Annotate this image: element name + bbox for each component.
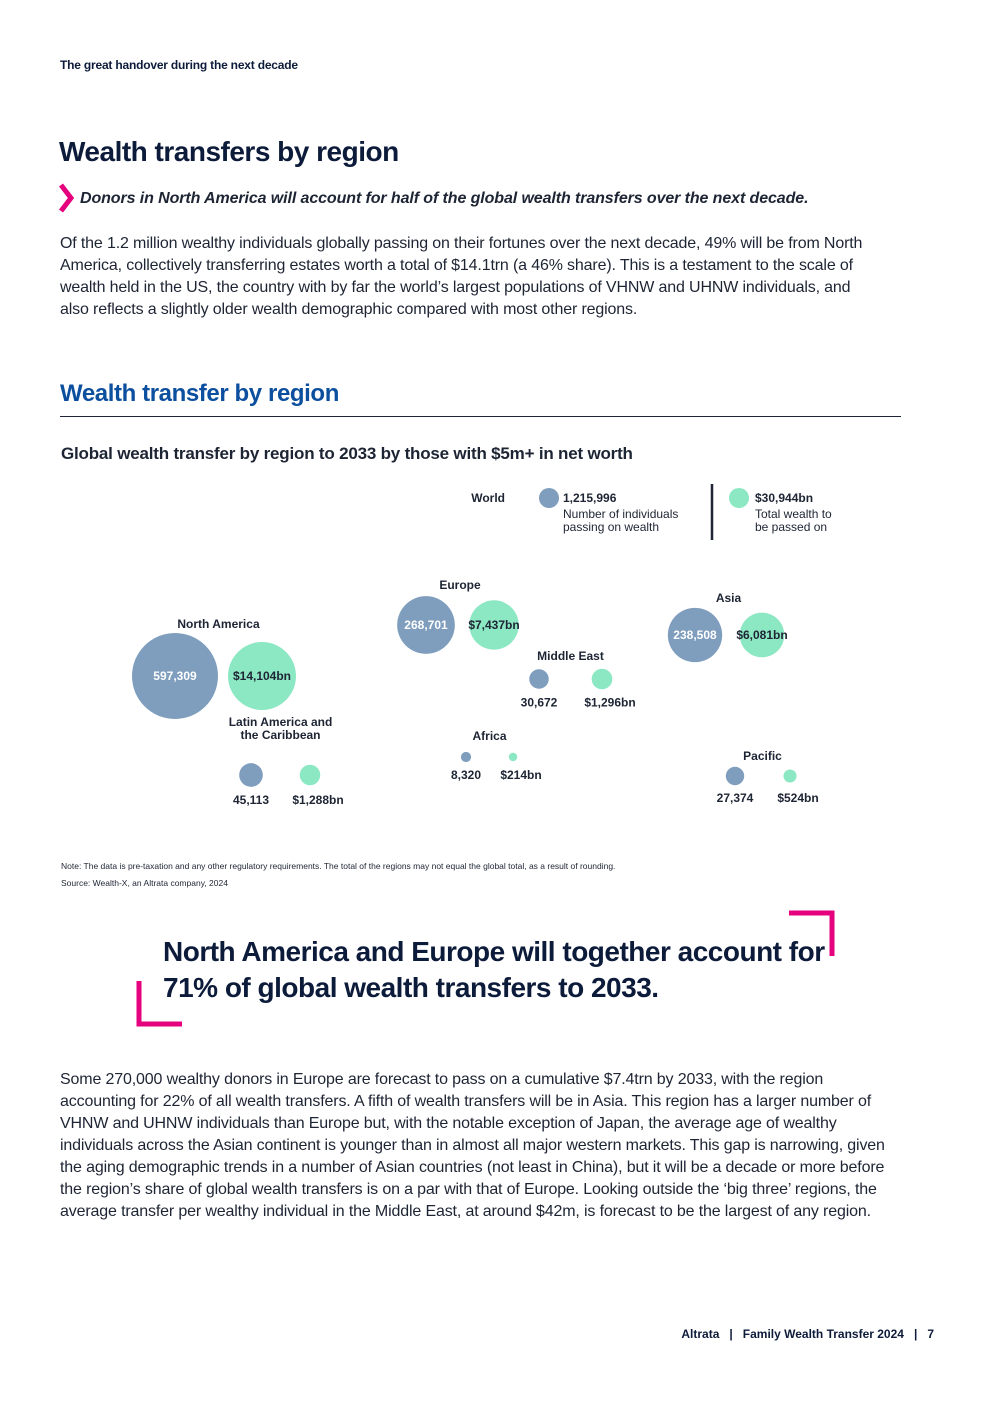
- region-group: [717, 749, 819, 805]
- individuals-bubble: [529, 669, 548, 688]
- region-label: North America: [177, 617, 260, 631]
- running-head: The great handover during the next decade: [60, 58, 298, 72]
- legend-world-individuals: 1,215,996: [563, 491, 617, 505]
- individuals-label: 8,320: [450, 768, 482, 783]
- individuals-label: 238,508: [673, 628, 717, 642]
- wealth-label: $6,081bn: [736, 628, 788, 642]
- legend-individuals-desc: Number of individuals: [563, 507, 679, 521]
- individuals-bubble: [726, 767, 744, 785]
- region-group: [668, 591, 788, 662]
- region-label: Middle East: [537, 649, 604, 663]
- chart-legend: [471, 484, 832, 540]
- individuals-label: 597,309: [153, 669, 197, 683]
- legend-wealth-desc: be passed on: [755, 520, 828, 534]
- wealth-label: $524bn: [777, 791, 819, 806]
- quote-bracket-bottom-left-icon: [136, 981, 182, 1027]
- footer-publication: Family Wealth Transfer 2024: [742, 1327, 904, 1341]
- footer-brand: Altrata: [681, 1327, 720, 1341]
- region-group: [229, 715, 344, 807]
- chevron-right-icon: [58, 183, 76, 213]
- region-group: [521, 649, 636, 709]
- footer-separator: |: [913, 1327, 918, 1341]
- individuals-bubble: [461, 752, 471, 762]
- legend-world-wealth: $30,944bn: [755, 491, 814, 505]
- individuals-bubble: [239, 763, 263, 787]
- body-paragraph: Some 270,000 wealthy donors in Europe are forecast to pass on a cumulative $7.4trn by 2033, with the region accounting for 22% of all wealth transfers. A fifth of wealth transfers will be in Asia. This region has a larger number of VHNW and UHNW individuals than Europe but, with the notable exception of Japan, the average age of wealthy individuals across the Asian continent is younger than in almost all major western markets. This gap is narrowing, given the aging demographic trends in a number of Asian countries (not least in China), but it will be a decade or more before the region’s share of global wealth transfers is on a par with that of Europe. Looking outside the ‘big three’ regions, the average transfer per wealthy individual in the Middle East, at around $42m, is forecast to be the largest of any region.: [60, 1071, 885, 1220]
- wealth-bubble: [509, 753, 517, 761]
- individuals-label: 268,701: [404, 618, 448, 632]
- wealth-bubble: [783, 769, 796, 782]
- region-label: Africa: [472, 729, 507, 743]
- chart-source: Source: Wealth-X, an Altrata company, 2024: [61, 878, 228, 888]
- footer-separator: |: [729, 1327, 733, 1341]
- callout-text: Donors in North America will account for half of the global wealth transfers over the next decade.: [80, 190, 809, 207]
- individuals-label: 45,113: [232, 792, 270, 807]
- individuals-label: 27,374: [716, 791, 754, 806]
- region-label: Latin America and: [228, 715, 333, 729]
- region-group: [451, 729, 542, 782]
- bubble-chart: [0, 470, 992, 850]
- chart-title: Global wealth transfer by region to 2033 by those with $5m+ in net worth: [61, 444, 633, 463]
- pull-quote: North America and Europe will together account for 71% of global wealth transfers to 2033.: [163, 936, 825, 1003]
- wealth-label: $7,437bn: [468, 618, 520, 632]
- wealth-bubble: [300, 765, 321, 786]
- page-footer: [681, 1327, 934, 1341]
- wealth-label: $1,296bn: [584, 695, 636, 710]
- legend-wealth-bubble: [729, 488, 749, 508]
- legend-wealth-desc: Total wealth to: [755, 507, 832, 521]
- region-label: Pacific: [743, 749, 782, 763]
- region-label: Asia: [715, 591, 742, 605]
- region-label: Europe: [439, 578, 481, 592]
- wealth-bubble: [592, 669, 613, 690]
- legend-individuals-desc: passing on wealth: [563, 520, 660, 534]
- legend-world-label: World: [471, 491, 505, 505]
- wealth-label: $14,104bn: [232, 669, 292, 683]
- chart-regions: [132, 578, 819, 807]
- section-divider: [60, 416, 901, 417]
- footer-page-number: 7: [927, 1327, 934, 1341]
- page-title: Wealth transfers by region: [59, 136, 399, 167]
- individuals-label: 30,672: [520, 695, 558, 710]
- wealth-label: $1,288bn: [292, 792, 344, 807]
- wealth-label: $214bn: [500, 768, 542, 783]
- section-heading: Wealth transfer by region: [60, 380, 339, 407]
- chart-note: Note: The data is pre-taxation and any other regulatory requirements. The total of the regions may not equal the global total, as a result of rounding.: [61, 861, 616, 871]
- region-group: [132, 617, 296, 719]
- region-group: [397, 578, 520, 654]
- legend-individuals-bubble: [539, 488, 559, 508]
- region-label: the Caribbean: [240, 728, 321, 742]
- intro-paragraph: Of the 1.2 million wealthy individuals globally passing on their fortunes over the next decade, 49% will be from North America, collectively transferring estates worth a total of $14.1trn (a 46% share). This is a testament to the scale of wealth held in the US, the country with by far the world’s largest populations of VHNW and UHNW individuals, and also reflects a slightly older wealth demographic compared with most other regions.: [60, 235, 863, 318]
